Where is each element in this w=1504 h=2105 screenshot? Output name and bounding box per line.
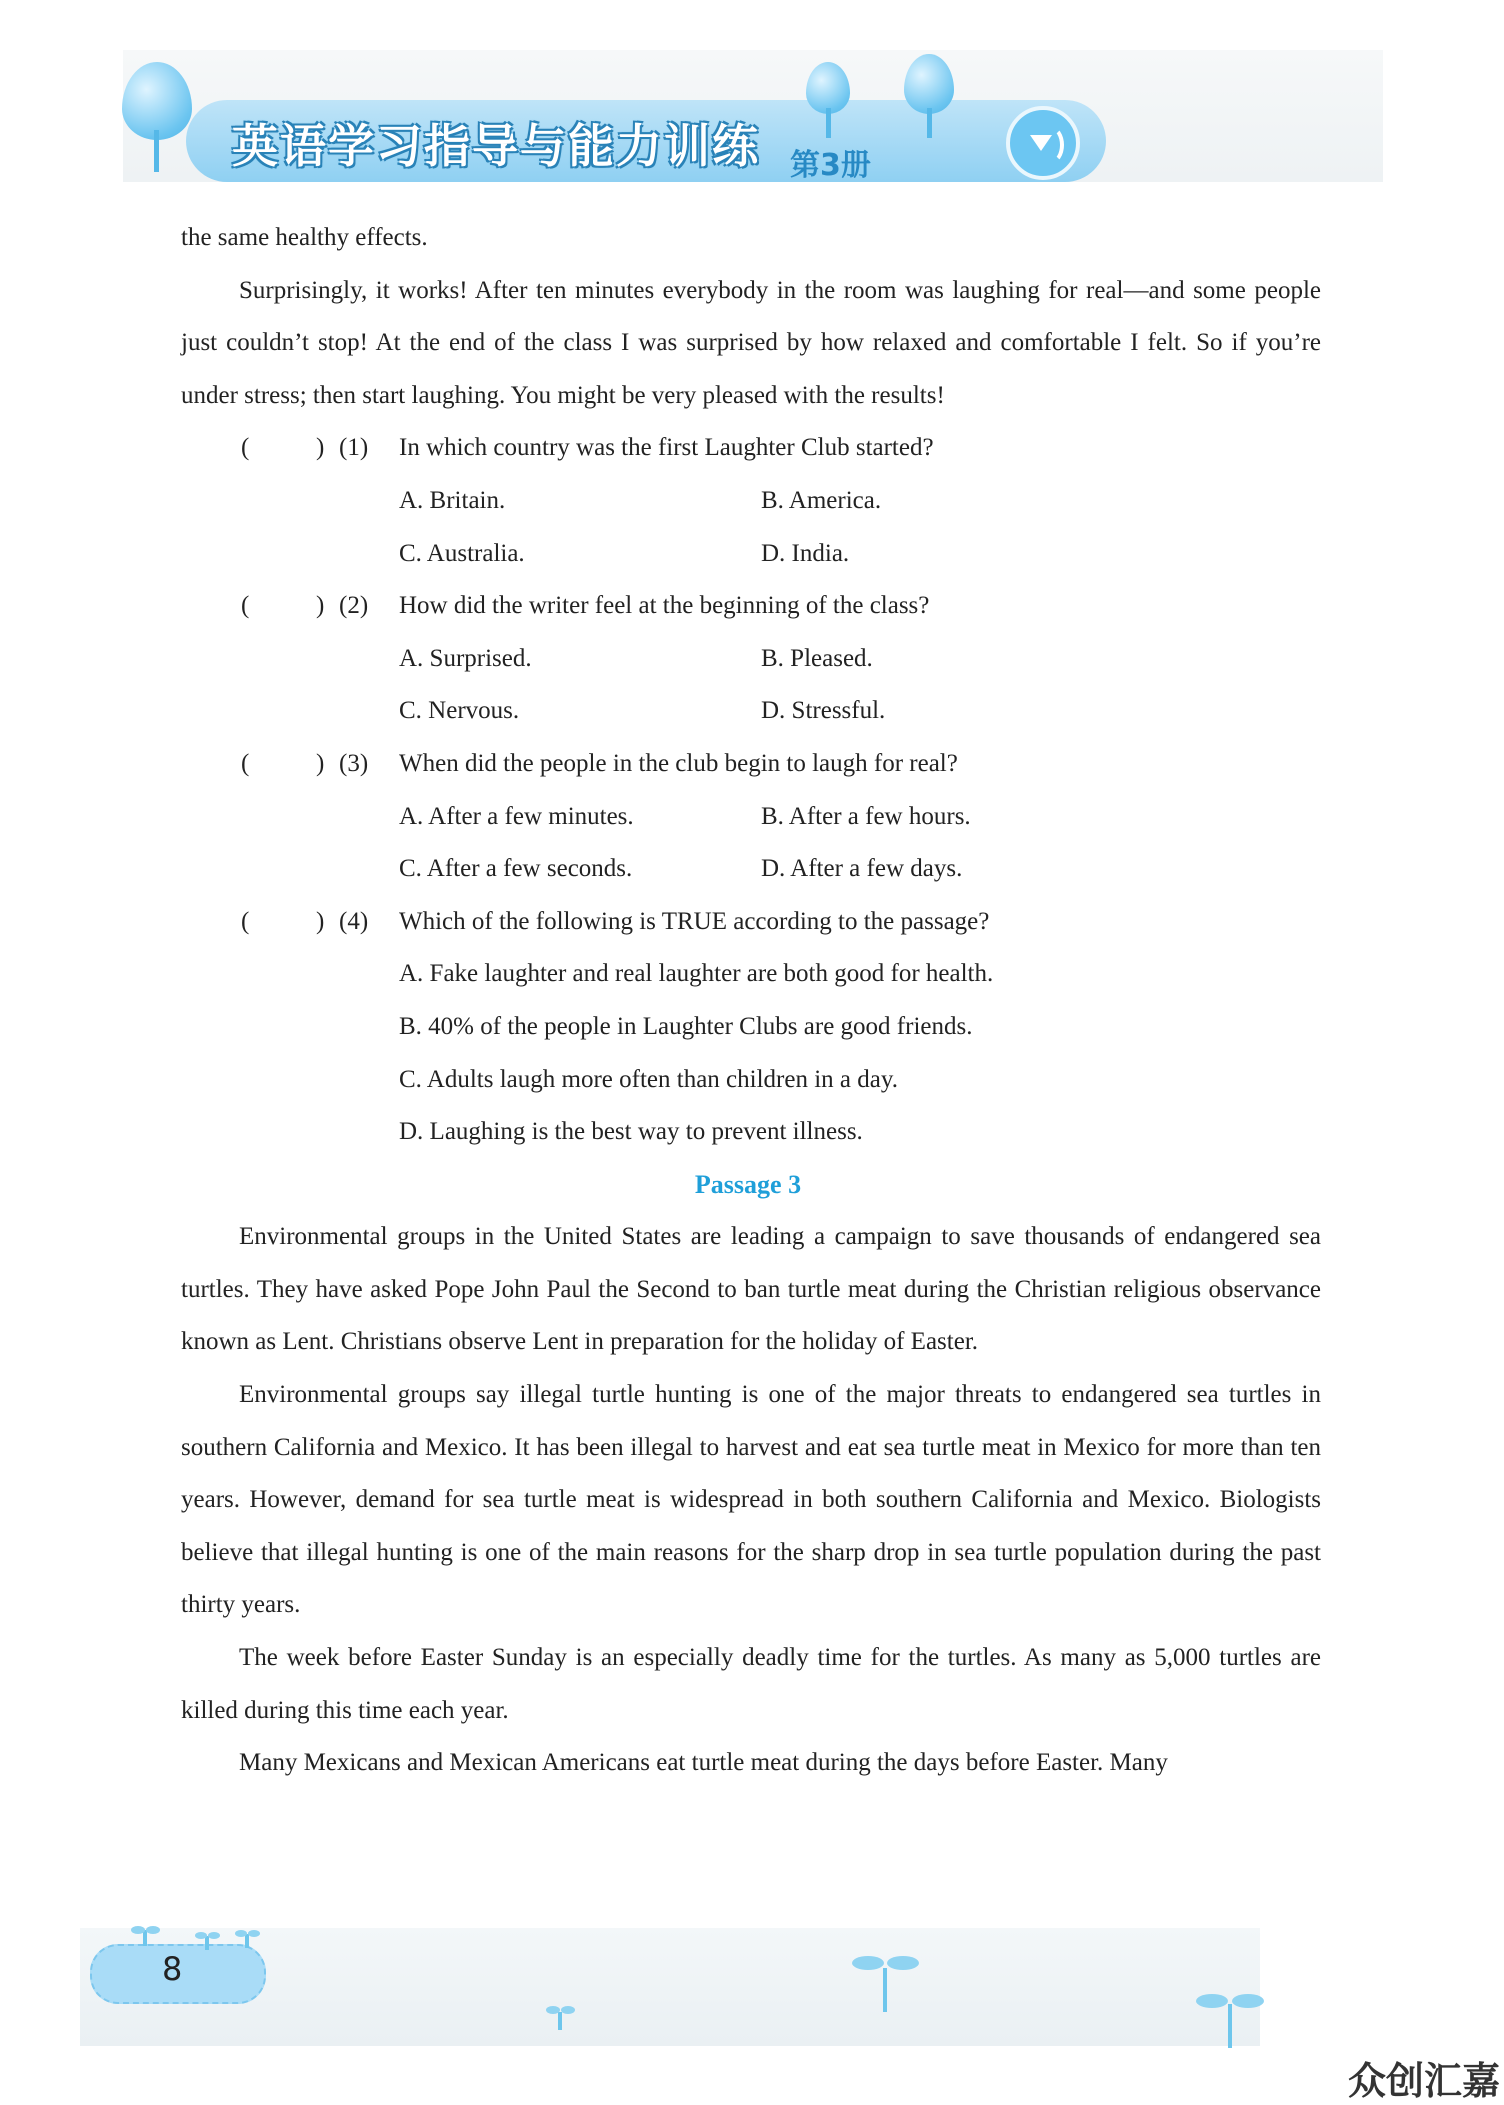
answer-paren-close: ): [316, 907, 325, 935]
option-row-a: [181, 948, 1321, 1001]
option-b: B. 40% of the people in Laughter Clubs are good friends.: [399, 1012, 973, 1040]
option-d: D. Stressful.: [761, 697, 886, 725]
question-3: [181, 738, 1321, 791]
question-text: In which country was the first Laughter Club started?: [399, 434, 934, 462]
option-d: D. Laughing is the best way to prevent illness.: [399, 1118, 863, 1146]
question-number: (1): [339, 434, 369, 462]
question-2: [181, 580, 1321, 633]
question-4: [181, 896, 1321, 949]
options-row: [181, 475, 1321, 528]
option-a: A. Surprised.: [399, 644, 532, 672]
answer-paren-open: (: [241, 907, 250, 935]
question-1: [181, 422, 1321, 475]
passage3-paragraph-3: The week before Easter Sunday is an especially deadly time for the turtles. As many as 5,000 turtles are killed during this time each year.: [181, 1644, 1321, 1724]
answer-paren-close: ): [316, 592, 325, 620]
water-drop-left-stem: [154, 130, 159, 172]
answer-paren-open: (: [241, 749, 250, 777]
options-row: [181, 528, 1321, 581]
option-b: B. After a few hours.: [761, 802, 971, 830]
question-text: How did the writer feel at the beginning of the class?: [399, 592, 930, 620]
question-number: (2): [339, 592, 369, 620]
volume-label: 第3册: [790, 148, 871, 183]
passage-3-title: Passage 3: [694, 1169, 802, 1199]
question-text: When did the people in the club begin to laugh for real?: [399, 749, 958, 777]
option-a: A. Fake laughter and real laughter are both good for health.: [399, 960, 994, 988]
watermark: 众创汇嘉: [1348, 2059, 1501, 2103]
options-row: [181, 685, 1321, 738]
option-row-b: [181, 1001, 1321, 1054]
option-a: A. After a few minutes.: [399, 802, 634, 830]
passage3-paragraph-2: Environmental groups say illegal turtle hunting is one of the major threats to endangered sea turtles in southern California and Mexico. It has been illegal to harvest and eat sea turtle meat in Mexico for more than ten years. However, demand for sea turtle meat is widespread in both southern California and Mexico. Biologists believe that illegal hunting is one of the main reasons for the sharp drop in sea turtle population during the past thirty years.: [181, 1381, 1321, 1619]
option-c: C. Adults laugh more often than children in a day.: [399, 1065, 898, 1093]
option-d: D. India.: [761, 539, 850, 567]
passage2-paragraph: Surprisingly, it works! After ten minutes everybody in the room was laughing for real—and some people just couldn’t stop! At the end of the class I was surprised by how relaxed and comfortable I felt. So if you’re under stress; then start laughing. You might be very pleased with the results!: [181, 276, 1321, 409]
page-number: 8: [162, 1950, 183, 1988]
page-content: [181, 212, 1321, 1790]
water-drop-mid-stem: [826, 108, 831, 138]
option-a: A. Britain.: [399, 486, 506, 514]
option-c: C. Australia.: [399, 539, 525, 567]
answer-paren-close: ): [316, 434, 325, 462]
answer-paren-open: (: [241, 434, 250, 462]
water-drop-right-stem: [927, 108, 932, 138]
option-row-d: [181, 1106, 1321, 1159]
book-title: 英语学习指导与能力训练: [232, 119, 760, 173]
passage3-paragraph-4: Many Mexicans and Mexican Americans eat turtle meat during the days before Easter. Many: [239, 1749, 1168, 1777]
option-b: B. Pleased.: [761, 644, 873, 672]
options-row: [181, 633, 1321, 686]
option-b: B. America.: [761, 486, 882, 514]
option-c: C. Nervous.: [399, 697, 520, 725]
option-d: D. After a few days.: [761, 855, 963, 883]
play-icon: [1006, 106, 1080, 180]
question-text: Which of the following is TRUE according to the passage?: [399, 907, 990, 935]
option-row-c: [181, 1054, 1321, 1107]
options-row: [181, 791, 1321, 844]
question-number: (4): [339, 907, 369, 935]
passage2-continuation: the same healthy effects.: [181, 224, 428, 251]
answer-paren-open: (: [241, 592, 250, 620]
option-c: C. After a few seconds.: [399, 855, 633, 883]
question-number: (3): [339, 749, 369, 777]
answer-paren-close: ): [316, 749, 325, 777]
passage3-paragraph-1: Environmental groups in the United States are leading a campaign to save thousands of endangered sea turtles. They have asked Pope John Paul the Second to ban turtle meat during the Christian religious observance known as Lent. Christians observe Lent in preparation for the holiday of Easter.: [181, 1223, 1321, 1356]
options-row: [181, 843, 1321, 896]
